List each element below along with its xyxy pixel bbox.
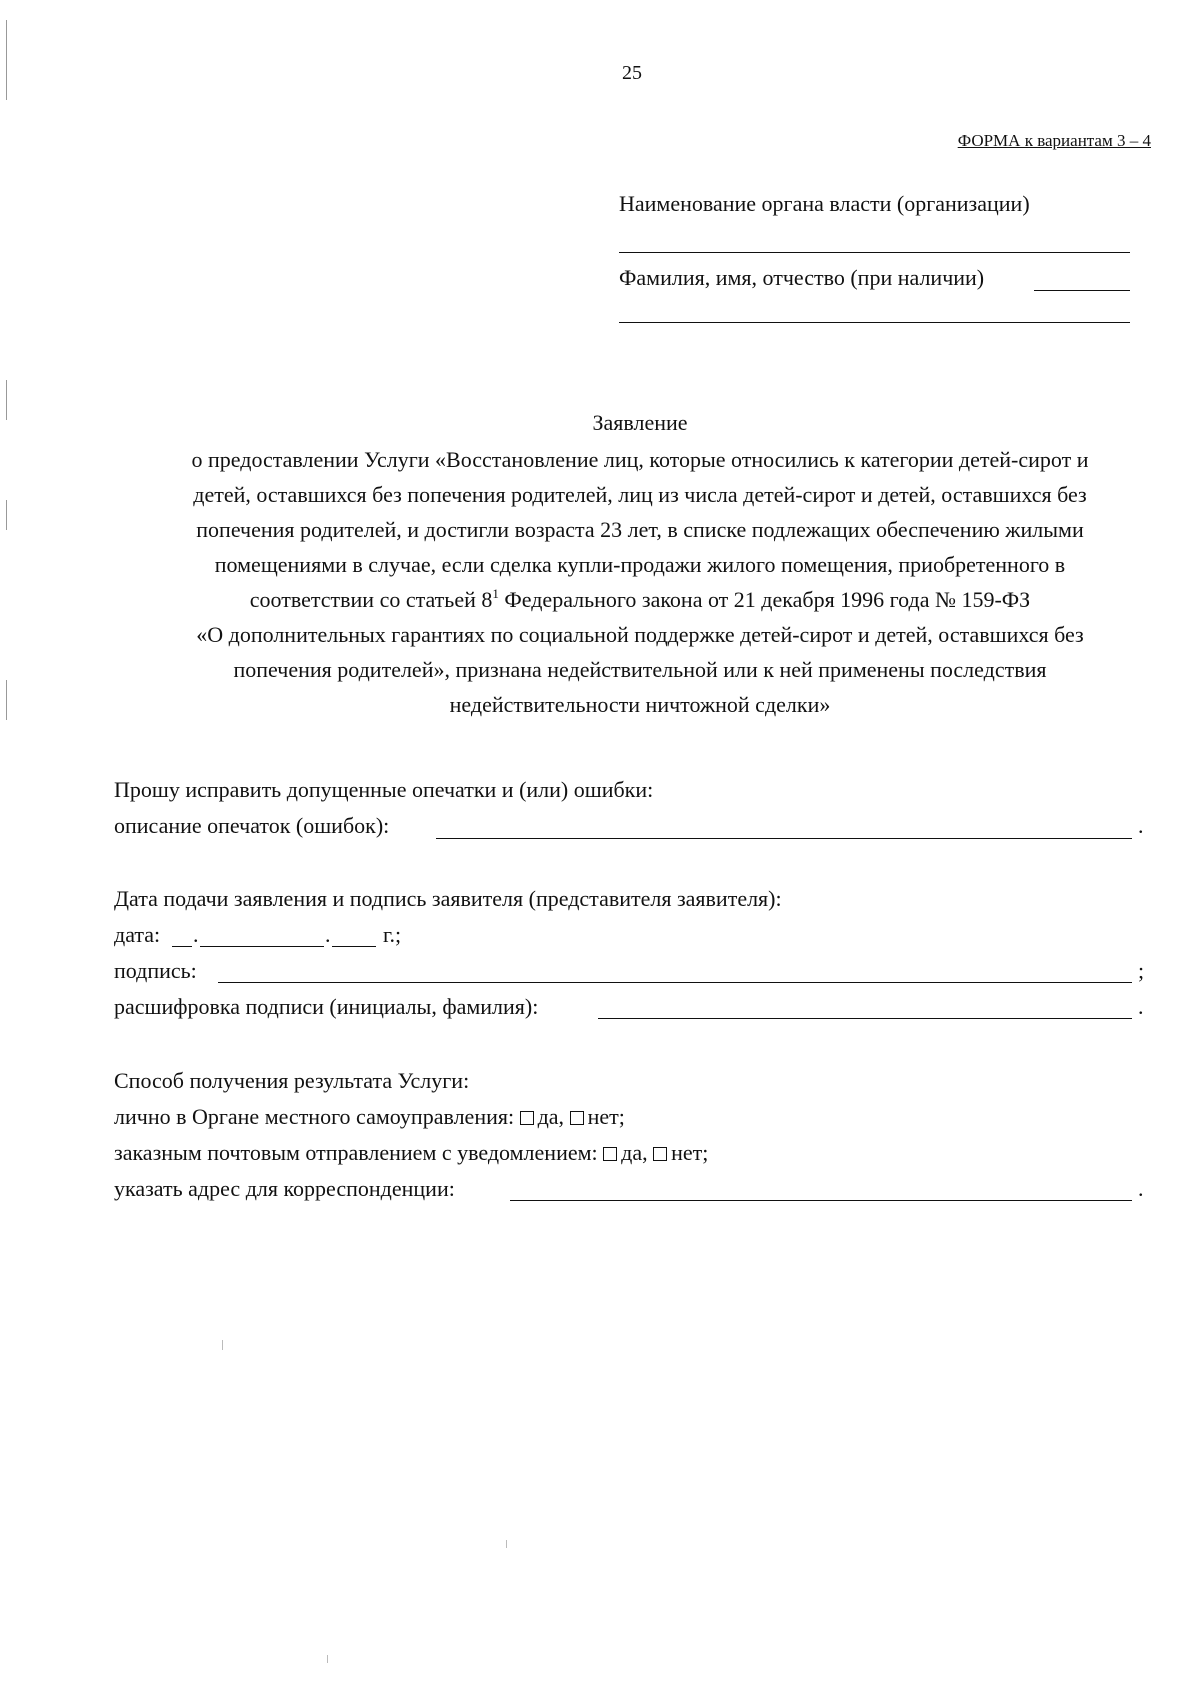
scan-speck <box>506 1540 507 1548</box>
no-label: нет; <box>671 1140 709 1165</box>
signature-end-mark: ; <box>1138 958 1145 983</box>
description-end-mark: . <box>1138 813 1144 838</box>
description-label: описание опечаток (ошибок): <box>114 813 390 838</box>
fio-input-line-short[interactable] <box>1034 290 1130 291</box>
fio-label: Фамилия, имя, отчество (при наличии) <box>619 265 985 290</box>
service-description-line: «О дополнительных гарантиях по социальной поддержке детей-сирот и детей, оставшихся без <box>196 622 1084 647</box>
yes-label: да, <box>621 1140 648 1165</box>
service-description-line <box>60 582 1200 617</box>
decoding-label: расшифровка подписи (инициалы, фамилия): <box>114 994 539 1019</box>
law-name-text: Федерального закона от 21 декабря 1996 года № 159-ФЗ <box>498 587 1031 612</box>
service-description-line: попечения родителей, и достигли возраста 23 лет, в списке подлежащих обеспечению жилыми <box>196 517 1084 542</box>
signature-heading: Дата подачи заявления и подпись заявителя (представителя заявителя): <box>114 886 782 911</box>
scan-edge-mark <box>6 680 7 720</box>
date-month-line[interactable] <box>200 946 324 947</box>
form-label: ФОРМА к вариантам 3 – 4 <box>957 131 1151 150</box>
in-person-yes-checkbox[interactable] <box>520 1111 534 1125</box>
mail-label: заказным почтовым отправлением с уведомлением: <box>114 1140 598 1165</box>
service-description-line: помещениями в случае, если сделка купли-продажи жилого помещения, приобретенного в <box>214 552 1066 577</box>
address-input-line[interactable] <box>510 1200 1132 1201</box>
result-method-heading: Способ получения результата Услуги: <box>114 1068 470 1093</box>
signature-input-line[interactable] <box>218 982 1132 983</box>
decoding-end-mark: . <box>1138 994 1144 1019</box>
date-year-suffix: г.; <box>383 922 402 947</box>
document-title: Заявление <box>592 410 688 435</box>
in-person-label: лично в Органе местного самоуправления: <box>114 1104 515 1129</box>
mail-option <box>114 1140 708 1166</box>
scan-edge-mark <box>6 500 7 530</box>
in-person-no-checkbox[interactable] <box>570 1111 584 1125</box>
date-label: дата: <box>114 922 161 947</box>
scan-speck <box>327 1655 328 1663</box>
mail-no-checkbox[interactable] <box>653 1147 667 1161</box>
date-separator: . <box>325 922 331 947</box>
fio-input-line[interactable] <box>619 322 1130 323</box>
service-description-line: недействительности ничтожной сделки» <box>449 692 831 717</box>
date-day-line[interactable] <box>172 946 192 947</box>
description-input-line[interactable] <box>436 838 1132 839</box>
correction-request: Прошу исправить допущенные опечатки и (или) ошибки: <box>114 777 654 802</box>
authority-input-line[interactable] <box>619 252 1130 253</box>
address-label: указать адрес для корреспонденции: <box>114 1176 455 1201</box>
service-description <box>60 442 1200 722</box>
service-description-line: детей, оставшихся без попечения родителей, лиц из числа детей-сирот и детей, оставшихся без <box>193 482 1087 507</box>
scan-speck <box>222 1340 223 1350</box>
service-description-line: попечения родителей», признана недействительной или к ней применены последствия <box>233 657 1047 682</box>
no-label: нет; <box>587 1104 625 1129</box>
authority-label: Наименование органа власти (организации) <box>619 191 1030 216</box>
address-end-mark: . <box>1138 1176 1144 1201</box>
law-article-text: соответствии со статьей 8 <box>249 587 493 612</box>
signature-label: подпись: <box>114 958 197 983</box>
mail-yes-checkbox[interactable] <box>603 1147 617 1161</box>
date-year-line[interactable] <box>332 946 376 947</box>
service-description-line: о предоставлении Услуги «Восстановление лиц, которые относились к категории детей-сирот и <box>191 447 1089 472</box>
page-number: 25 <box>622 62 642 84</box>
article-superscript: 1 <box>492 586 499 601</box>
decoding-input-line[interactable] <box>598 1018 1132 1019</box>
scan-edge-mark <box>6 20 7 100</box>
in-person-option <box>114 1104 625 1130</box>
date-separator: . <box>193 922 199 947</box>
yes-label: да, <box>537 1104 565 1129</box>
